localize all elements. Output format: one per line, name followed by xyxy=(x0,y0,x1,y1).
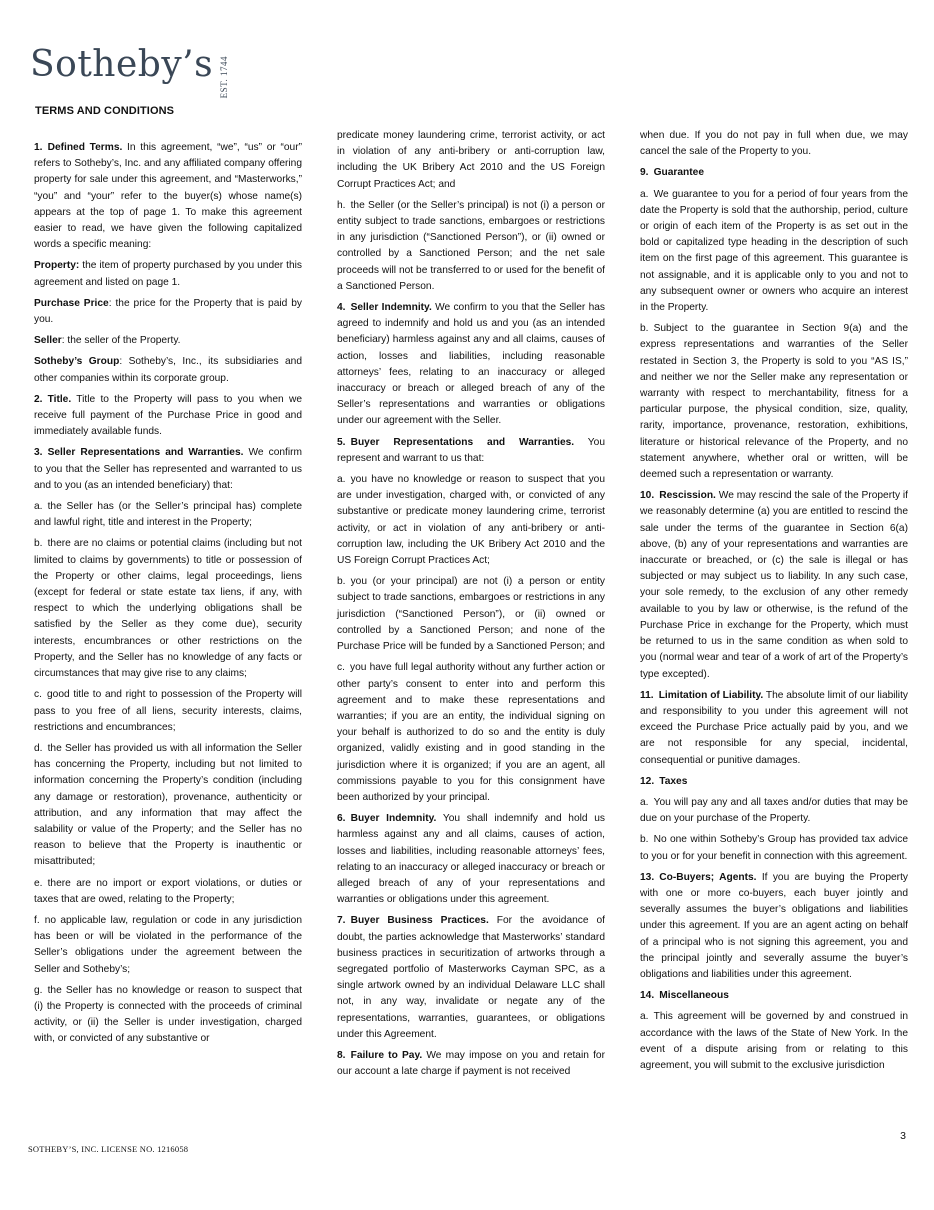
clause-paragraph: f. no applicable law, regulation or code in any jurisdiction has been or will be violated in the performance of the Seller’s obligations under the agreement between the Seller and Sotheby’s; xyxy=(34,914,302,975)
section-paragraph xyxy=(640,774,908,790)
paragraph-text: For the avoidance of doubt, the parties acknowledge that Masterworks’ standard business practices in securitization of artworks through a segregated portfolio of Masterworks Cayman SPC, as a single artwork owned by an individual Delaware LLC shall not, in any way, invalidate or negate any of the representations, warranties, guarantees, or obligations under this Agreement. xyxy=(337,915,605,1040)
clause-paragraph: b. No one within Sotheby’s Group has provided tax advice to you or for your benefit in connection with this agreement. xyxy=(640,834,908,862)
paragraph-text: The absolute limit of our liability and responsibility to you under this agreement will not exceed the Purchase Price actually paid by you, and we are not responsible for any special, incidental, consequential or punitive damages. xyxy=(640,689,908,766)
section-heading: 12. Taxes xyxy=(640,775,688,787)
defined-term: Seller xyxy=(34,335,62,347)
paragraph-text: : the price for the Property that is paid by you. xyxy=(34,297,302,326)
clause-paragraph: predicate money laundering crime, terrorist activity, or act in violation of any anti-bribery or anti-corruption law, including the UK Bribery Act 2010 and the US Foreign Corrupt Practices Act; and xyxy=(337,130,605,190)
section-paragraph xyxy=(34,392,302,441)
section-heading: 4. Seller Indemnity. xyxy=(337,302,432,314)
paragraph-text: the item of property purchased by you under this agreement and listed on page 1. xyxy=(34,260,302,288)
paragraph-text: : the seller of the Property. xyxy=(61,335,181,347)
section-heading: 7. Buyer Business Practices. xyxy=(337,915,489,927)
clause-paragraph: a. the Seller has (or the Seller’s principal has) complete and lawful right, title and interest in the Property; xyxy=(34,501,302,529)
clause-paragraph: b. you (or your principal) are not (i) a person or entity subject to trade sanctions, embargoes or restrictions in any jurisdiction (“Sanctioned Person”), or (ii) owned or controlled by a Sanctioned Person; and none of the Purchase Price will be funded by a Sanctioned Person; and xyxy=(337,576,605,653)
clause-paragraph: g. the Seller has no knowledge or reason to suspect that (i) the Property is connected with the proceeds of criminal activity, or (ii) the Seller is under investigation, charged with, or convicted of any substantive or xyxy=(34,984,302,1045)
clause-paragraph: a. We guarantee to you for a period of four years from the date the Property is sold that the authorship, period, culture or origin of each item of the Property is as set out in the bold or capitalized type heading in the description of such item on the first page of this agreement. This guarantee is not assignable, and it is applicable only to you and not to any subsequent owner or owners who acquire an interest in the Property. xyxy=(640,188,908,314)
paragraph-text: We confirm to you that the Seller has represented and warranted to us and to you (as an intended beneficiary) that: xyxy=(34,447,303,491)
paragraph-text: If you are buying the Property with one or more co-buyers, each buyer jointly and severally assumes the buyer’s obligations and liabilities under this agreement. If you are an agent acting on behalf of a principal who is not signing this agreement, you and the principal jointly and severally assume the buyer’s obligations and liabilities under this agreement. xyxy=(640,871,908,980)
paragraph-text: Title to the Property will pass to you when we receive full payment of the Purchase Price in good and immediately available funds. xyxy=(34,393,302,438)
paragraph-text: : Sotheby’s, Inc., its subsidiaries and other companies within its corporate group. xyxy=(34,356,302,384)
clause-paragraph: c. you have full legal authority without any further action or other party’s consent to enter into and perform this agreement and to make these representations and warranties; if you are an entity, the individual signing on your behalf is authorized to do so and the entity is duly organized, validly existing and in good standing in the jurisdiction where it is organized; if you are an agent, all commissions payable to you for this consignment have been authorized by your principal. xyxy=(337,662,605,803)
sothebys-logo xyxy=(30,42,229,98)
paragraph-text: We may impose on you and retain for our account a late charge if payment is not received xyxy=(337,1049,605,1078)
clause-paragraph: when due. If you do not pay in full when due, we may cancel the sale of the Property to you. xyxy=(640,130,908,158)
clause-paragraph: d. the Seller has provided us with all information the Seller has concerning the Property, including but not limited to information concerning the Property’s condition (including any damage or restoration), provenance, authenticity or attribution, and any information that may affect the salability or value of the Property; and the Seller has no reason to believe that the Property is inauthentic or misattributed; xyxy=(34,742,302,868)
defined-term: Property: xyxy=(34,260,80,272)
paragraph-text: You shall indemnify and hold us harmless against any and all claims, causes of action, losses and liabilities, including reasonable attorneys’ fees, relating to an inaccuracy or alleged inaccuracy or breach or alleged breach of any of your representations and warranties or obligations under this agreement. xyxy=(337,813,606,906)
definition-paragraph xyxy=(34,258,302,290)
clause-paragraph: c. good title to and right to possession of the Property will pass to you free of all liens, security interests, claims, restrictions and encumbrances; xyxy=(34,689,302,733)
text-column-2 xyxy=(337,128,605,1085)
section-heading: 10. Rescission. xyxy=(640,490,716,502)
section-paragraph xyxy=(640,988,908,1004)
clause-paragraph: a. You will pay any and all taxes and/or duties that may be due on your purchase of the Property. xyxy=(640,796,908,825)
section-paragraph xyxy=(640,688,908,769)
clause-paragraph: e. there are no import or export violations, or duties or taxes that are owed, relating to the Property; xyxy=(34,877,302,905)
logo-established-year: EST. 1744 xyxy=(219,56,230,99)
section-paragraph xyxy=(337,300,605,430)
logo-wordmark: Sotheby’s xyxy=(30,44,214,85)
defined-term: Sotheby’s Group xyxy=(34,356,120,368)
section-paragraph xyxy=(337,1048,605,1080)
definition-paragraph xyxy=(34,333,302,349)
text-column-1 xyxy=(34,136,302,1053)
page-title: TERMS AND CONDITIONS xyxy=(35,105,175,117)
page-number: 3 xyxy=(900,1130,906,1142)
section-heading: 1. Defined Terms. xyxy=(34,142,123,153)
clause-paragraph: a. This agreement will be governed by and construed in accordance with the laws of the State of New York. In the event of a dispute arising from or relating to this agreement, you will submit to the exclusive jurisdiction xyxy=(640,1011,908,1071)
paragraph-text: We confirm to you that the Seller has agreed to indemnify and hold us and you (as an intended beneficiary) harmless against any and all claims, causes of action, losses and liabilities, including reasonable attorneys’ fees, relating to an inaccuracy or alleged inaccuracy or breach or alleged breach of any of the Seller’s representations and warranties or obligations under our agreement with the Seller. xyxy=(337,302,606,427)
clause-paragraph: a. you have no knowledge or reason to suspect that you are under investigation, charged with, or convicted of any substantive or predicate money laundering crime, terrorist activity, or act in violation of any anti-bribery or anti-corruption law, including the UK Bribery Act 2010 and the US Foreign Corrupt Practices Act; xyxy=(337,474,605,567)
defined-term: Purchase Price xyxy=(34,297,109,309)
section-paragraph xyxy=(337,913,605,1043)
section-heading: 9. Guarantee xyxy=(640,167,704,179)
definition-paragraph xyxy=(34,296,302,328)
section-heading: 11. Limitation of Liability. xyxy=(640,689,764,701)
definition-paragraph xyxy=(34,354,302,386)
section-heading: 5. Buyer Representations and Warranties. xyxy=(337,436,575,448)
text-column-3 xyxy=(640,128,908,1079)
paragraph-text: In this agreement, “we”, “us” or “our” refers to Sotheby’s, Inc. and any affiliated company offering property for sale under this agreement, and “Masterworks,” “you” and “your” refer to the buyer(s) whose name(s) appears at the top of page 1. To make this agreement easier to read, we have given the following capitalized words a specific meaning: xyxy=(34,142,302,251)
section-heading: 8. Failure to Pay. xyxy=(337,1049,423,1061)
section-paragraph xyxy=(34,140,302,253)
license-footer: SOTHEBY’S, INC. LICENSE NO. 1216058 xyxy=(28,1144,189,1154)
section-heading: 3. Seller Representations and Warranties. xyxy=(34,447,244,459)
section-paragraph xyxy=(34,445,302,494)
paragraph-text: You represent and warrant to us that: xyxy=(337,436,606,464)
section-paragraph xyxy=(337,811,605,908)
clause-paragraph: b. Subject to the guarantee in Section 9(a) and the express representations and warranties of the Seller restated in Section 3, the Property is sold to you “AS IS,” and neither we nor the Seller make any representation or warranty with respect to merchantability, fitness for a particular purpose, the physical condition, size, quality, rarity, importance, provenance, restoration, exhibitions, literature or historical relevance of the Property, and no statement anywhere, whether oral or written, will be deemed such a representation or warranty. xyxy=(640,323,908,481)
section-heading: 14. Miscellaneous xyxy=(640,990,729,1002)
section-paragraph xyxy=(337,435,605,467)
clause-paragraph: b. there are no claims or potential claims (including but not limited to claims by governments) to title or possession of the Property or other claims, legal proceedings, liens (except for federal or state estate tax liens, if any, with respect to which the underlying obligations shall be satisfied by the Seller as they come due), security interests, encumbrances or other restrictions on the Property, and the Seller has no knowledge of any facts or circumstances that may give rise to any claims; xyxy=(34,538,302,680)
section-paragraph xyxy=(640,488,908,682)
section-paragraph xyxy=(640,165,908,181)
section-paragraph xyxy=(640,870,908,983)
section-heading: 2. Title. xyxy=(34,393,72,405)
section-heading: 6. Buyer Indemnity. xyxy=(337,813,437,825)
paragraph-text: We may rescind the sale of the Property if we reasonably determine (a) you are entitled to rescind the sale under the terms of the guarantee in Section 6(a) above, (b) any of your representations and warranties are inaccurate or breached, or (c) the sale is illegal or has subjected or may subject us to liability. In any such case, your sole remedy, to the exclusion of any other remedy available to you by law or otherwise, is the refund of the Purchase Price in exchange for the Property, which must be returned to us in the same condition as when sold to you (normal wear and tear of a work of art of the Property’s type excepted). xyxy=(640,490,908,680)
section-heading: 13. Co-Buyers; Agents. xyxy=(640,871,757,883)
clause-paragraph: h. the Seller (or the Seller’s principal) is not (i) a person or entity subject to trade sanctions, embargoes or restrictions in any jurisdiction (“Sanctioned Person”), or (ii) owned or controlled by a Sanctioned Person; and the net sale proceeds will not be transferred to or used for the benefit of a Sanctioned Person. xyxy=(337,199,605,292)
